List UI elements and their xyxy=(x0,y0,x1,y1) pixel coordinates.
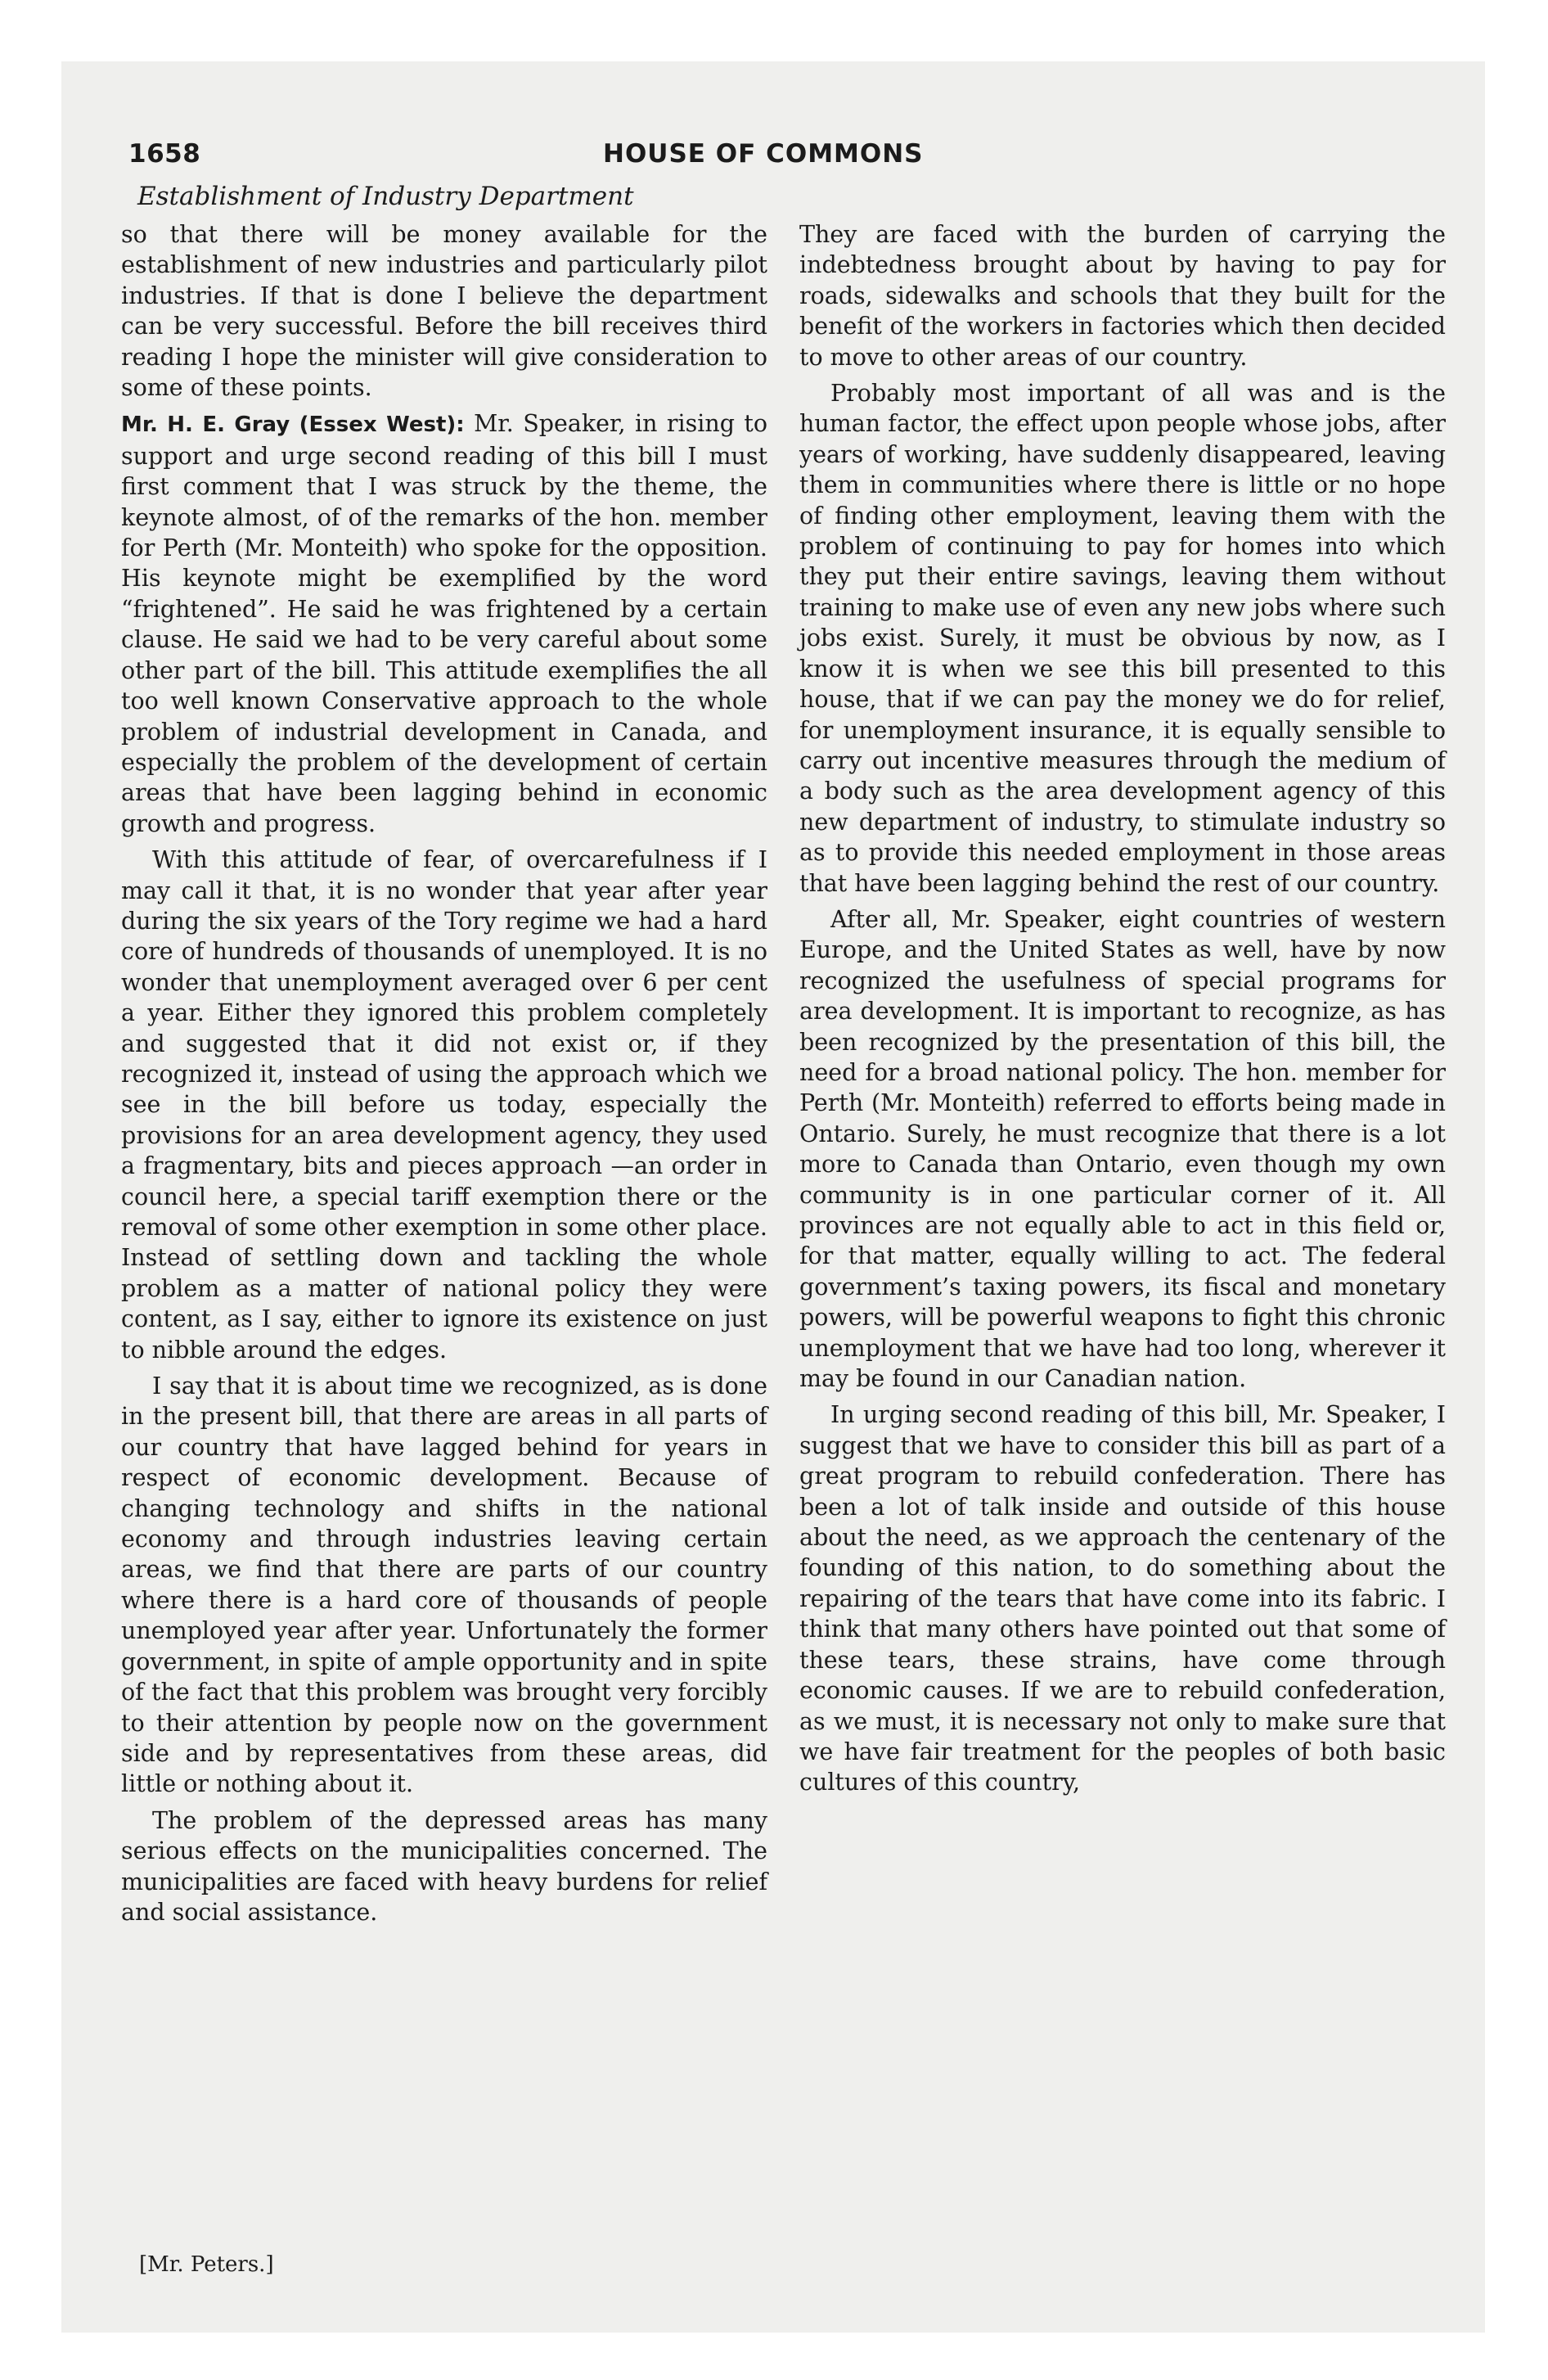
left-paragraph-4: I say that it is about time we recognized, as is done in the present bill, that there are areas in all parts of our country that have lagged behind for years in respect of economic development. Because of changing technology and shifts in the national economy and through industries leaving certain areas, we find that there are parts of our country where there is a hard core of thousands of people unemployed year after year. Unfortunately the former government, in spite of ample opportunity and in spite of the fact that this problem was brought very forcibly to their attention by people now on the government side and by representatives from these areas, did little or nothing about it. xyxy=(121,1373,767,1798)
page-number: 1658 xyxy=(128,139,201,169)
left-paragraph-2 xyxy=(121,408,767,839)
right-paragraph-4: In urging second reading of this bill, Mr. Speaker, I suggest that we have to consider this bill as part of a great program to rebuild confederation. There has been a lot of talk inside and outside of this house about the need, as we approach the centenary of the founding of this nation, to do something about the repairing of the tears that have come into its fabric. I think that many others have pointed out that some of these tears, these strains, have come through economic causes. If we are to rebuild confederation, as we must, it is necessary not only to make sure that we have fair treatment for the peoples of both basic cultures of this country, xyxy=(799,1401,1446,1796)
speaker-attribution: [Mr. Peters.] xyxy=(139,2252,274,2277)
right-paragraph-2: Probably most important of all was and is the human factor, the effect upon people whose jobs, after years of working, have suddenly disappeared, leaving them in communities where there is little or no hope of finding other employment, leaving them with the problem of continuing to pay for homes into which they put their entire savings, leaving them without training to make use of even any new jobs where such jobs exist. Surely, it must be obvious by now, as I know it is when we see this bill presented to this house, that if we can pay the money we do for relief, for unemployment insurance, it is equally sensible to carry out incentive measures through the medium of a body such as the area development agency of this new department of industry, to stimulate industry so as to provide this needed employment in those areas that have been lagging behind the rest of our country. xyxy=(799,380,1446,897)
debate-subject: Establishment of Industry Department xyxy=(137,182,634,211)
left-paragraph-2-text: Mr. Speaker, in rising to support and urge second reading of this bill I must first comment that I was struck by the theme, the keynote almost, of of the remarks of the hon. member for Perth (Mr. Monteith) who spoke for the opposition. His keynote might be exemplified by the word “frightened”. He said he was frightened by a certain clause. He said we had to be very careful about some other part of the bill. This attitude exemplifies the all too well known Conservative approach to the whole problem of industrial development in Canada, and especially the problem of the development of certain areas that have been lagging behind in economic growth and progress. xyxy=(121,410,767,837)
speaker-name: Mr. H. E. Gray (Essex West): xyxy=(121,412,465,438)
right-paragraph-1: They are faced with the burden of carrying the indebtedness brought about by having to pay for roads, sidewalks and schools that they built for the benefit of the workers in factories which then decided to move to other areas of our country. xyxy=(799,221,1446,371)
right-paragraph-3: After all, Mr. Speaker, eight countries of western Europe, and the United States as well, have by now recognized the usefulness of special programs for area development. It is important to recognize, as has been recognized by the presentation of this bill, the need for a broad national policy. The hon. member for Perth (Mr. Monteith) referred to efforts being made in Ontario. Surely, he must recognize that there is a lot more to Canada than Ontario, even though my own community is in one particular corner of it. All provinces are not equally able to act in this field or, for that matter, equally willing to act. The federal government’s taxing powers, its fiscal and monetary powers, will be powerful weapons to fight this chronic unemployment that we have had too long, wherever it may be found in our Canadian nation. xyxy=(799,905,1446,1393)
publication-title: HOUSE OF COMMONS xyxy=(603,139,924,169)
left-paragraph-5: The problem of the depressed areas has many serious effects on the municipalities concerned. The municipalities are faced with heavy burdens for relief and social assistance. xyxy=(121,1806,767,1926)
left-column xyxy=(121,219,767,1933)
right-column xyxy=(799,219,1446,1804)
left-paragraph-1: so that there will be money available for the establishment of new industries and particularly pilot industries. If that is done I believe the department can be very successful. Before the bill receives third reading I hope the minister will give consideration to some of these points. xyxy=(121,221,767,402)
left-paragraph-3: With this attitude of fear, of overcarefulness if I may call it that, it is no wonder that year after year during the six years of the Tory regime we had a hard core of hundreds of thousands of unemployed. It is no wonder that unemployment averaged over 6 per cent a year. Either they ignored this problem completely and suggested that it did not exist or, if they recognized it, instead of using the approach which we see in the bill before us today, especially the provisions for an area development agency, they used a fragmentary, bits and pieces approach —an order in council here, a special tariff exemption there or the removal of some other exemption in some other place. Instead of settling down and tackling the whole problem as a matter of national policy they were content, as I say, either to ignore its existence on just to nibble around the edges. xyxy=(121,846,767,1364)
running-header xyxy=(128,139,1438,180)
